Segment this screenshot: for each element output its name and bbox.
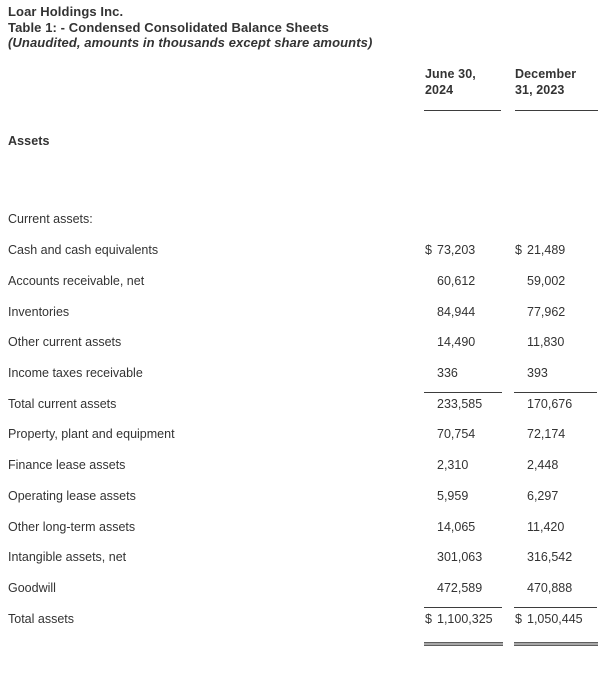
table-row <box>0 419 605 450</box>
value-2023-cell <box>515 603 598 634</box>
value-amount: 60,612 <box>437 274 476 289</box>
value-2023-cell <box>515 450 598 481</box>
value-2024-cell <box>425 358 503 389</box>
row-label: Operating lease assets <box>8 488 136 503</box>
row-label: Finance lease assets <box>8 458 126 473</box>
table-row <box>0 296 605 327</box>
value-2023-cell <box>515 481 598 512</box>
table-row <box>0 603 605 634</box>
value-amount: 336 <box>437 366 458 381</box>
value-amount: 2,448 <box>527 458 559 473</box>
row-label: Property, plant and equipment <box>8 427 175 442</box>
column-header-line: 2024 <box>425 83 454 97</box>
row-label: Accounts receivable, net <box>8 274 145 289</box>
value-2024-cell <box>425 450 503 481</box>
value-2024-cell <box>425 296 503 327</box>
table-row <box>0 450 605 481</box>
table-row <box>0 327 605 358</box>
value-amount: 14,065 <box>437 519 476 534</box>
value-amount: 1,100,325 <box>437 611 493 626</box>
value-2023-cell <box>515 296 598 327</box>
row-label: Inventories <box>8 304 70 319</box>
table-subtitle: (Unaudited, amounts in thousands except share amounts) <box>8 35 373 51</box>
value-amount: 316,542 <box>527 550 573 565</box>
table-caption: Table 1: - Condensed Consolidated Balance Sheets <box>8 19 329 35</box>
table-row <box>0 481 605 512</box>
table-row <box>0 388 605 419</box>
balance-sheet-rows <box>0 235 605 634</box>
row-label: Other current assets <box>8 335 122 350</box>
assets-section-header: Assets <box>8 134 50 148</box>
table-row <box>0 235 605 266</box>
total-assets-double-rule-col1 <box>424 642 503 646</box>
row-label: Income taxes receivable <box>8 366 143 381</box>
value-2024-cell <box>425 511 503 542</box>
table-row <box>0 358 605 389</box>
value-amount: 472,589 <box>437 580 483 595</box>
value-amount: 6,297 <box>527 488 559 503</box>
currency-symbol: $ <box>515 611 522 626</box>
value-2023-cell <box>515 327 598 358</box>
table-row <box>0 542 605 573</box>
row-label: Total current assets <box>8 396 117 411</box>
value-amount: 470,888 <box>527 580 573 595</box>
value-2024-cell <box>425 266 503 297</box>
value-amount: 11,420 <box>527 519 565 534</box>
total-assets-double-rule-col2 <box>514 642 598 646</box>
column-header-line: 31, 2023 <box>515 83 565 97</box>
value-amount: 11,830 <box>527 335 565 350</box>
column-header-december-31-2023 <box>515 66 599 98</box>
value-amount: 73,203 <box>437 243 476 258</box>
value-amount: 72,174 <box>527 427 566 442</box>
value-2023-cell <box>515 511 598 542</box>
column-header-line: June 30, <box>425 67 476 81</box>
currency-symbol: $ <box>425 611 432 626</box>
value-amount: 170,676 <box>527 396 573 411</box>
value-2024-cell <box>425 327 503 358</box>
value-amount: 21,489 <box>527 243 566 258</box>
value-2024-cell <box>425 235 503 266</box>
row-label: Total assets <box>8 611 75 626</box>
company-name: Loar Holdings Inc. <box>8 4 124 19</box>
row-label: Other long-term assets <box>8 519 136 534</box>
value-2023-cell <box>515 542 598 573</box>
value-2024-cell <box>425 419 503 450</box>
value-amount: 1,050,445 <box>527 611 583 626</box>
value-2023-cell <box>515 388 598 419</box>
value-amount: 84,944 <box>437 304 476 319</box>
value-2024-cell <box>425 603 503 634</box>
value-amount: 393 <box>527 366 548 381</box>
value-amount: 2,310 <box>437 458 469 473</box>
table-row <box>0 266 605 297</box>
currency-symbol: $ <box>515 243 522 258</box>
value-amount: 301,063 <box>437 550 483 565</box>
column-header-line: December <box>515 67 577 81</box>
value-amount: 233,585 <box>437 396 483 411</box>
table-row <box>0 511 605 542</box>
title-block <box>8 4 372 51</box>
value-amount: 14,490 <box>437 335 476 350</box>
value-2023-cell <box>515 573 598 604</box>
value-2023-cell <box>515 235 598 266</box>
value-2024-cell <box>425 388 503 419</box>
row-label: Goodwill <box>8 580 56 595</box>
column-header-june-30-2024 <box>425 66 503 98</box>
current-assets-header: Current assets: <box>8 212 93 226</box>
value-2023-cell <box>515 266 598 297</box>
value-2023-cell <box>515 419 598 450</box>
column-header-underline-2023 <box>515 110 598 111</box>
value-2024-cell <box>425 573 503 604</box>
row-label: Cash and cash equivalents <box>8 243 159 258</box>
row-label: Intangible assets, net <box>8 550 127 565</box>
column-header-underline-2024 <box>424 110 501 111</box>
value-2024-cell <box>425 542 503 573</box>
value-2023-cell <box>515 358 598 389</box>
table-row <box>0 573 605 604</box>
value-amount: 70,754 <box>437 427 476 442</box>
currency-symbol: $ <box>425 243 432 258</box>
value-amount: 77,962 <box>527 304 566 319</box>
value-2024-cell <box>425 481 503 512</box>
value-amount: 5,959 <box>437 488 469 503</box>
value-amount: 59,002 <box>527 274 566 289</box>
